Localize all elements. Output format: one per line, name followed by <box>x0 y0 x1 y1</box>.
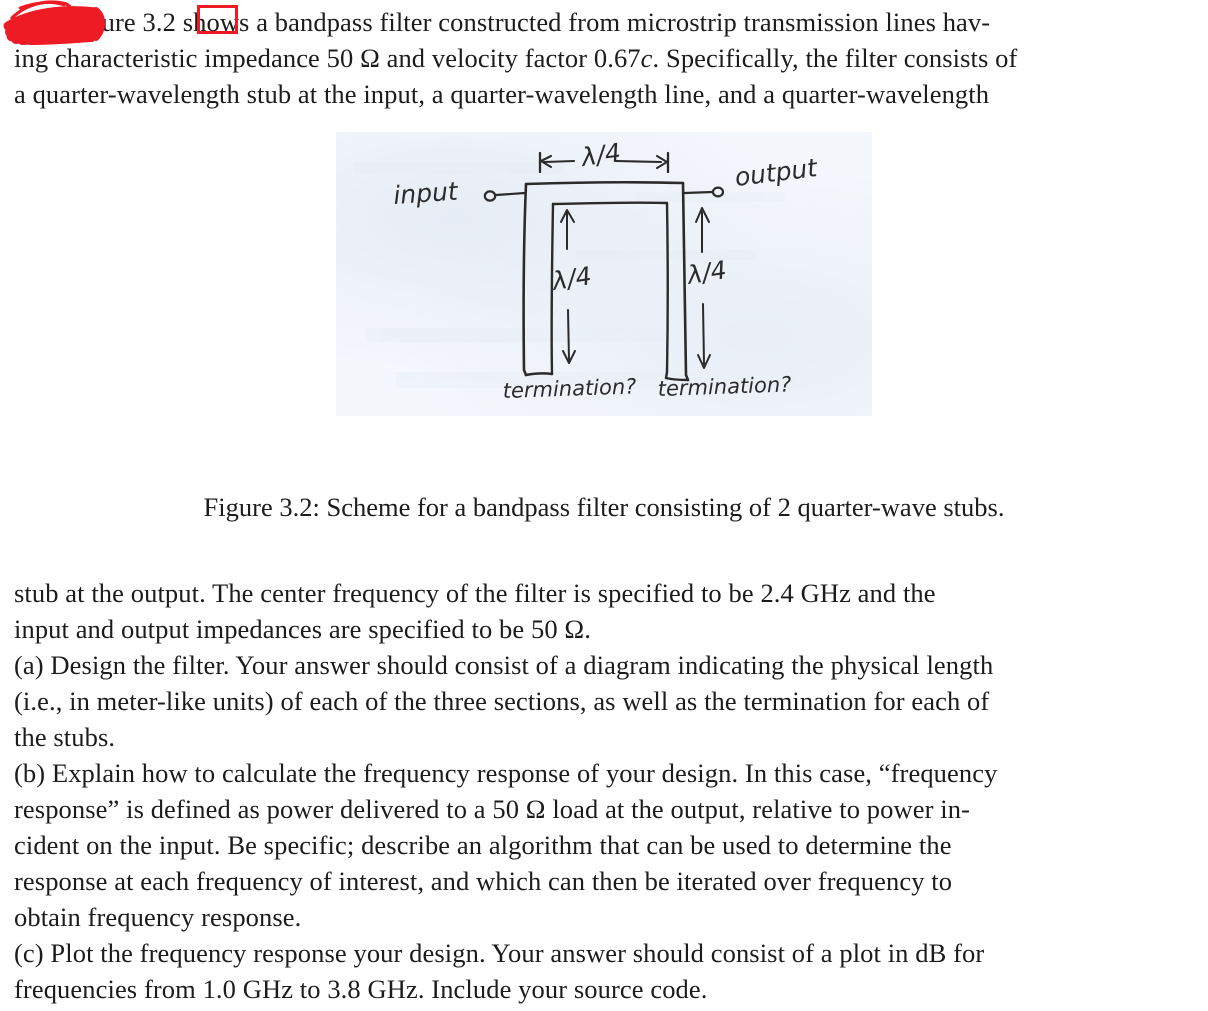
label-right-stub-length: λ/4 <box>685 255 729 290</box>
label-input: input <box>392 176 459 210</box>
part-a-line-2: (i.e., in meter-like units) of each of the three sections, as well as the termination for each of <box>14 686 990 716</box>
label-output: output <box>733 153 819 192</box>
part-c-paragraph <box>14 935 1176 1007</box>
label-left-stub-length: λ/4 <box>550 261 594 296</box>
left-stub-inner-edge <box>552 204 553 374</box>
right-stub-arrow-down-shaft <box>703 304 704 364</box>
velocity-factor-c: c <box>640 43 653 73</box>
label-left-termination: termination? <box>502 374 637 403</box>
intro-line-2-a: ing characteristic impedance 50 Ω and velocity factor 0.67 <box>14 43 641 73</box>
intro-line-3: a quarter-wavelength stub at the input, a quarter-wavelength line, and a quarter-wavelength <box>14 79 990 109</box>
intro-line-2-b: . Specifically, the filter consists of <box>652 43 1018 73</box>
left-stub-arrow-down-shaft <box>568 310 569 360</box>
figure-ref-number: 3.2 <box>142 7 176 37</box>
right-stub-outer-edge <box>683 183 688 380</box>
left-stub-bottom-edge <box>526 373 552 375</box>
part-b-line-5: obtain frequency response. <box>14 902 302 932</box>
scanned-sketch-image <box>336 132 872 416</box>
filter-schematic-drawing <box>336 132 872 416</box>
body-line-1: stub at the output. The center frequency of the filter is specified to be 2.4 GHz and the <box>14 578 936 608</box>
top-dimension-left-segment <box>544 161 574 162</box>
intro-line-2 <box>14 40 1176 76</box>
body-line-2: input and output impedances are specified to be 50 Ω. <box>14 614 591 644</box>
top-line-outer-edge <box>526 182 683 184</box>
part-c-line-1: (c) Plot the frequency response your design. Your answer should consist of a plot in dB for <box>14 938 985 968</box>
input-terminal-circle <box>485 191 495 200</box>
part-b-paragraph <box>14 755 1176 935</box>
left-stub-outer-edge <box>524 184 526 375</box>
intro-paragraph <box>14 4 1176 112</box>
part-c-line-2: frequencies from 1.0 GHz to 3.8 GHz. Include your source code. <box>14 974 708 1004</box>
label-top-length: λ/4 <box>579 137 623 172</box>
top-line-inner-edge <box>553 203 667 204</box>
part-b-line-4: response at each frequency of interest, and which can then be iterated over frequency to <box>14 866 953 896</box>
output-lead-line <box>685 192 712 193</box>
figure-block <box>0 132 1208 416</box>
figure-ref-word: Figure <box>66 7 136 37</box>
intro-line-1-rest: shows a bandpass filter constructed from microstrip transmission lines hav- <box>182 7 991 37</box>
body-paragraph <box>14 575 1176 647</box>
input-lead-line <box>496 193 525 195</box>
part-a-line-3: the stubs. <box>14 722 116 752</box>
right-stub-inner-edge <box>666 203 668 378</box>
label-right-termination: termination? <box>657 372 792 401</box>
part-b-line-3: cident on the input. Be specific; describe an algorithm that can be used to determine the <box>14 830 952 860</box>
figure-caption: Figure 3.2: Scheme for a bandpass filter consisting of 2 quarter-wave stubs. <box>203 492 1005 522</box>
part-a-paragraph <box>14 647 1176 755</box>
intro-line-1 <box>14 4 1176 40</box>
part-b-line-2: response” is defined as power delivered to a 50 Ω load at the output, relative to power in- <box>14 794 970 824</box>
part-b-line-1: (b) Explain how to calculate the frequency response of your design. In this case, “frequency <box>14 758 998 788</box>
part-a-line-1: (a) Design the filter. Your answer should consist of a diagram indicating the physical length <box>14 650 994 680</box>
